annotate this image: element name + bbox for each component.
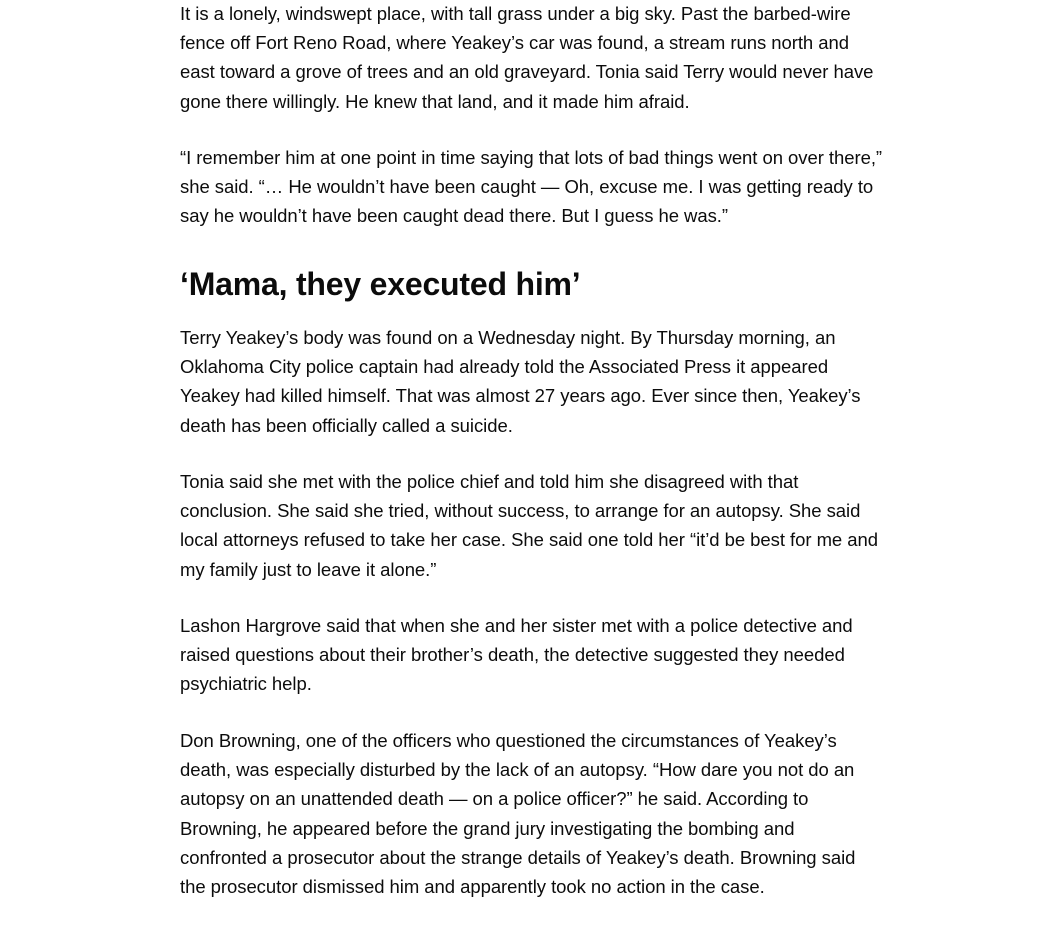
article-paragraph: Terry Yeakey’s body was found on a Wednesday night. By Thursday morning, an Oklahoma City police captain had already told the Associated Press it appeared Yeakey had killed himself. That was almost 27 years ago. Ever since then, Yeakey’s death has been officially called a suicide. [180,327,861,436]
article-paragraph: Lashon Hargrove said that when she and her sister met with a police detective and raised questions about their brother’s death, the detective suggested they needed psychiatric help. [180,615,853,695]
article-paragraph: Don Browning, one of the officers who questioned the circumstances of Yeakey’s death, was especially disturbed by the lack of an autopsy. “How dare you not do an autopsy on an unattended death — on a police officer?” he said. According to Browning, he appeared before the grand jury investigating the bombing and confronted a prosecutor about the strange details of Yeakey’s death. Browning said the prosecutor dismissed him and apparently took no action in the case. [180,730,856,898]
article-paragraph: “I remember him at one point in time saying that lots of bad things went on over there,” she said. “… He wouldn’t have been caught — Oh, excuse me. I was getting ready to say he wouldn’t have been caught dead there. But I guess he was.” [180,147,883,227]
article-paragraph: Tonia said she met with the police chief and told him she disagreed with that conclusion. She said she tried, without success, to arrange for an autopsy. She said local attorneys refused to take her case. She said one told her “it’d be best for me and my family just to leave it alone.” [180,471,878,580]
section-heading: ‘Mama, they executed him’ [180,266,581,302]
article-paragraph: It is a lonely, windswept place, with tall grass under a big sky. Past the barbed-wire fence off Fort Reno Road, where Yeakey’s car was found, a stream runs north and east toward a grove of trees and an old graveyard. Tonia said Terry would never have gone there willingly. He knew that land, and it made him afraid. [180,3,874,112]
